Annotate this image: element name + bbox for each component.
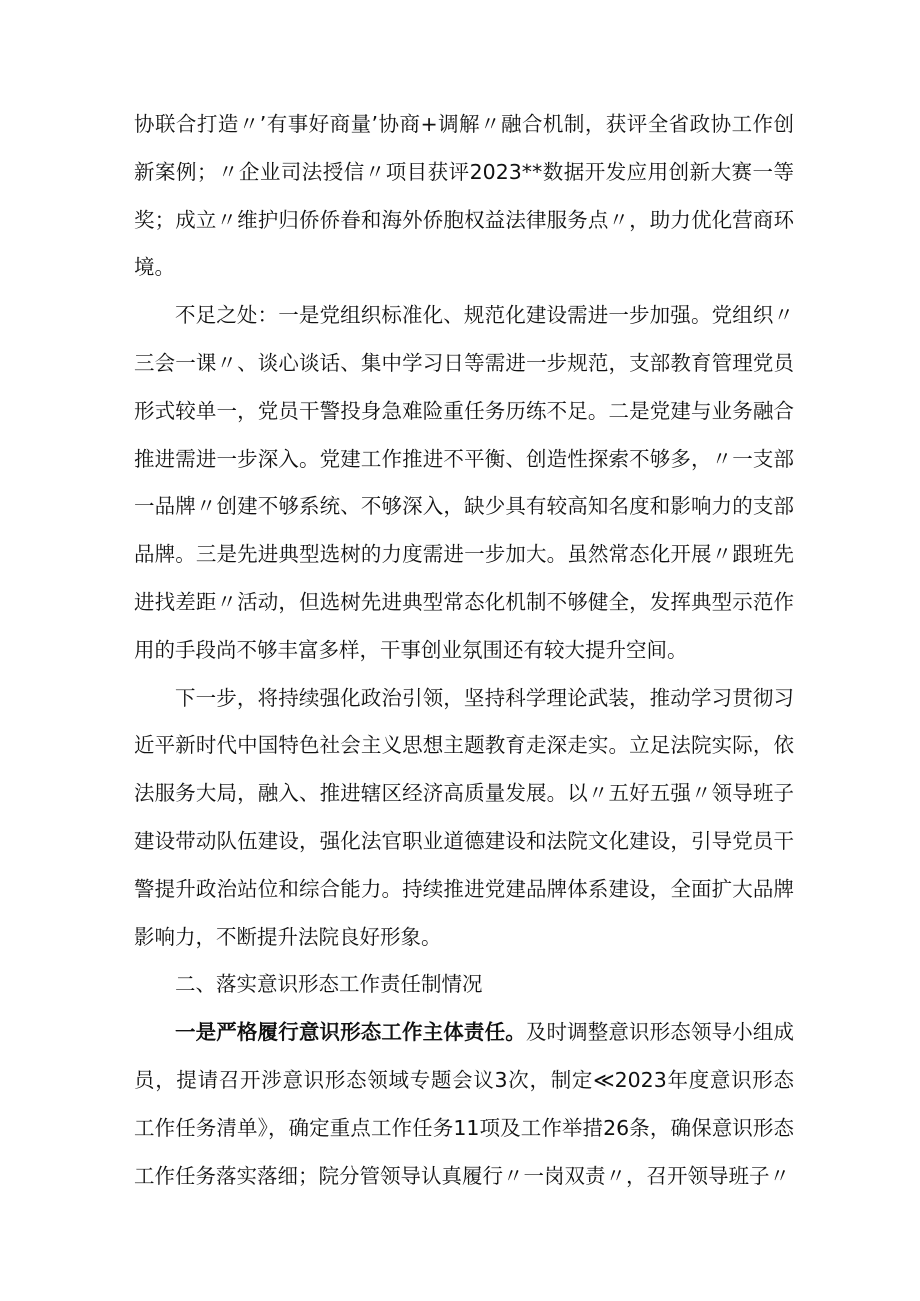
paragraph-ideology-responsibility — [134, 1009, 794, 1200]
section-heading-ideology-responsibility: 二、落实意识形态工作责任制情况 — [175, 972, 483, 997]
paragraph-body-text: 及时调整意识形态领导小组成员，提请召开涉意识形态领域专题会议3次，制定≪2023年度意识形态工作任务清单》，确定重点工作任务11项及工作举措26条，确保意识形态工作任务落实落细；院分管领导认真履行〃一岗双责〃，召开领导班子〃 — [134, 1020, 794, 1188]
paragraph-next-steps: 下一步，将持续强化政治引领，坚持科学理论武装，推动学习贯彻习近平新时代中国特色社会主义思想主题教育走深走实。立足法院实际，依法服务大局，融入、推进辖区经济高质量发展。以〃五好五强〃领导班子建设带动队伍建设，强化法官职业道德建设和法院文化建设，引导党员干警提升政治站位和综合能力。持续推进党建品牌体系建设，全面扩大品牌影响力，不断提升法院良好形象。 — [134, 685, 794, 949]
paragraph-bold-lead: 一是严格履行意识形态工作主体责任。 — [175, 1020, 526, 1045]
paragraph-shortcomings: 不足之处：一是党组织标准化、规范化建设需进一步加强。党组织〃三会一课〃、谈心谈话、集中学习日等需进一步规范，支部教育管理党员形式较单一，党员干警投身急难险重任务历练不足。二是党建与业务融合推进需进一步深入。党建工作推进不平衡、创造性探索不够多，〃一支部一品牌〃创建不够系统、不够深入，缺少具有较高知名度和影响力的支部品牌。三是先进典型选树的力度需进一步加大。虽然常态化开展〃跟班先进找差距〃活动，但选树先进典型常态化机制不够健全，发挥典型示范作用的手段尚不够丰富多样，干事创业氛围还有较大提升空间。 — [134, 303, 794, 662]
document-body — [134, 101, 794, 1200]
paragraph-achievements-continued: 协联合打造〃’有事好商量’协商+调解〃融合机制，获评全省政协工作创新案例；〃企业司法授信〃项目获评2023**数据开发应用创新大赛一等奖；成立〃维护归侨侨眷和海外侨胞权益法律服务点〃，助力优化营商环境。 — [134, 112, 794, 280]
